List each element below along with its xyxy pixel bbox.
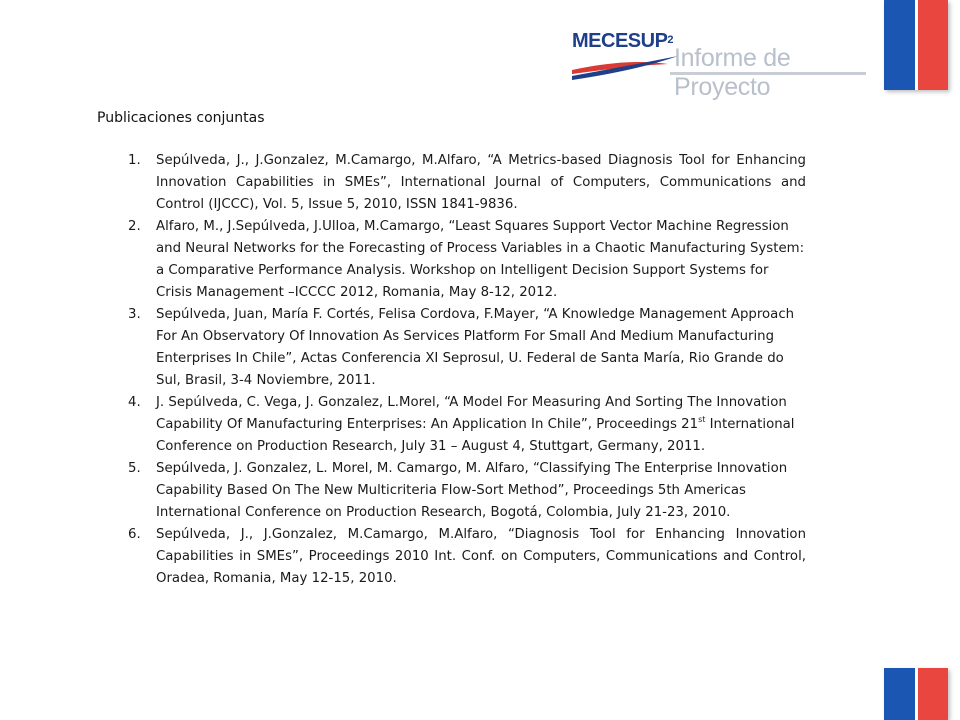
logo-wordmark: MECESUP$^2$ <box>572 30 674 52</box>
item-number: 1. <box>128 153 141 168</box>
logo-superscript: 2 <box>667 34 674 46</box>
item-number: 2. <box>128 219 141 234</box>
mecesup-logo <box>568 20 868 101</box>
section-title: Publicaciones conjuntas <box>97 110 265 126</box>
list-item <box>128 524 806 590</box>
item-number: 6. <box>128 527 141 542</box>
item-number: 3. <box>128 307 141 322</box>
item-text <box>156 392 806 458</box>
item-number: 4. <box>128 395 141 410</box>
item-text: Sepúlveda, J., J.Gonzalez, M.Camargo, M.Alfaro, “A Metrics-based Diagnosis Tool for Enhancing Innovation Capabilities in SMEs”, International Journal of Computers, Communications and Control (IJCCC), Vol. 5, Issue 5, 2010, ISSN 1841-9836. <box>156 153 806 212</box>
ordinal-superscript: st <box>698 415 706 424</box>
corner-flag-top <box>884 0 948 90</box>
corner-flag-bottom <box>884 668 948 720</box>
list-item <box>128 216 806 304</box>
item-number: 5. <box>128 461 141 476</box>
list-item <box>128 392 806 458</box>
list-item <box>128 150 806 216</box>
logo-subtitle: Informe de Proyecto <box>674 44 791 101</box>
list-item <box>128 458 806 524</box>
item-text: Sepúlveda, Juan, María F. Cortés, Felisa Cordova, F.Mayer, “A Knowledge Management Approach For An Observatory Of Innovation As Services Platform For Small And Medium Manufacturing Enterprises In Chile”, Actas Conferencia XI Seprosul, U. Federal de Santa María, Rio Grande do Sul, Brasil, 3-4 Noviembre, 2011. <box>156 307 795 388</box>
list-item <box>128 304 806 392</box>
item-text-part: International Conference on Production Research, July 31 – August 4, Stuttgart, Germany, 2011. <box>156 417 795 454</box>
item-text: Alfaro, M., J.Sepúlveda, J.Ulloa, M.Camargo, “Least Squares Support Vector Machine Regression and Neural Networks for the Forecasting of Process Variables in a Chaotic Manufacturing System: a Comparative Performance Analysis. Workshop on Intelligent Decision Support Systems for Crisis Management –ICCCC 2012, Romania, May 8-12, 2012. <box>156 219 805 300</box>
item-text: Sepúlveda, J., J.Gonzalez, M.Camargo, M.Alfaro, “Diagnosis Tool for Enhancing Innovation Capabilities in SMEs”, Proceedings 2010 Int. Conf. on Computers, Communications and Control, Oradea, Romania, May 12-15, 2010. <box>156 527 806 586</box>
item-text-part: J. Sepúlveda, C. Vega, J. Gonzalez, L.Morel, “A Model For Measuring And Sorting The Innovation Capability Of Manufacturing Enterprises: An Application In Chile”, Proceedings 21 <box>156 395 787 432</box>
item-text: Sepúlveda, J. Gonzalez, L. Morel, M. Camargo, M. Alfaro, “Classifying The Enterprise Innovation Capability Based On The New Multicriteria Flow-Sort Method”, Proceedings 5th Americas International Conference on Production Research, Bogotá, Colombia, July 21-23, 2010. <box>156 461 788 520</box>
publication-list <box>128 150 806 590</box>
